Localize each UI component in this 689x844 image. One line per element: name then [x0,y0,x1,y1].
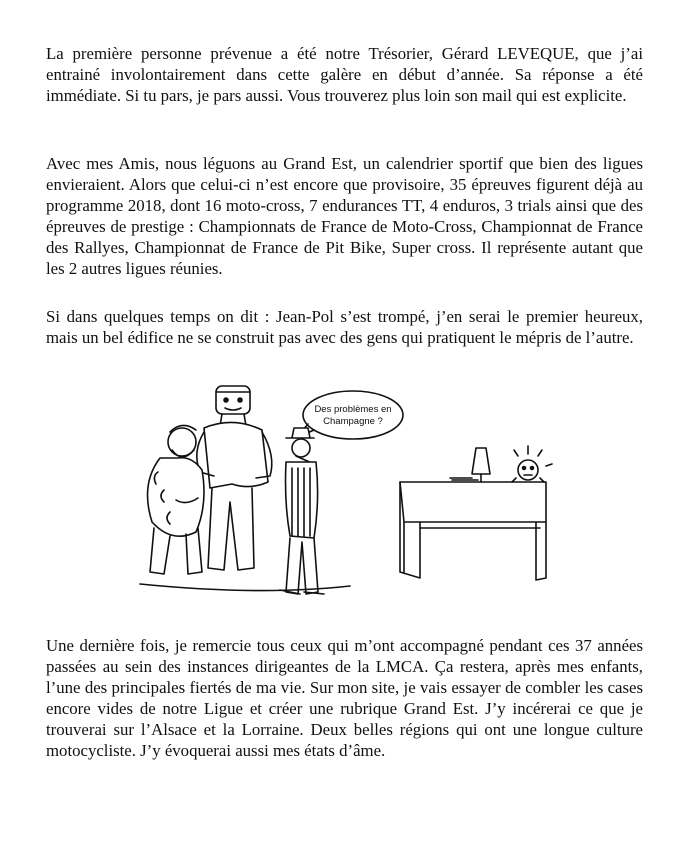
speech-bubble [303,391,403,439]
paragraph-farewell: Une dernière fois, je remercie tous ceux qui m’ont accompagné pendant ces 37 années passées au sein des instances dirigeantes de la LMCA. Ça restera, après mes enfants, l’une des principales fiertés de ma vie. Sur mon site, je vais essayer de combler les cases encore vides de notre Ligue et créer une rubrique Grand Est. J’y incérerai ce que je trouverai sur l’Alsace et la Lorraine. Deux belles régions qui ont une longue culture motocycliste. J’y évoquerai aussi mes états d’âme. [46,636,643,760]
paragraph-edifice: Si dans quelques temps on dit : Jean-Pol s’est trompé, j’en serai le premier heureux, mais un bel édifice ne se construit pas avec des gens qui pratiquent le mépris de l’autre. [46,307,643,347]
paragraph-treasurer: La première personne prévenue a été notre Trésorier, Gérard LEVEQUE, que j’ai entrainé involontairement dans cette galère en début d’année. Sa réponse a été immédiate. Si tu pars, je pars aussi. Vous trouverez plus loin son mail qui est explicite. [46,44,643,105]
cartoon-illustration [100,372,560,632]
speech-bubble-line1: Des problèmes en [314,404,392,415]
speech-bubble-line2: Champagne ? [323,416,383,427]
paragraph-calendar: Avec mes Amis, nous léguons au Grand Est, un calendrier sportif que bien des ligues envieraient. Alors que celui-ci n’est encore que provisoire, 35 épreuves figurent déjà au programme 2018, dont 16 moto-cross, 7 endurances TT, 4 enduros, 3 trials ainsi que des épreuves de prestige : Championnats de France de Moto-Cross, Championnat de France des Rallyes, Championnat de France de Pit Bike, Super cross. Il représente autant que les 2 autres ligues réunies. [46,154,643,278]
